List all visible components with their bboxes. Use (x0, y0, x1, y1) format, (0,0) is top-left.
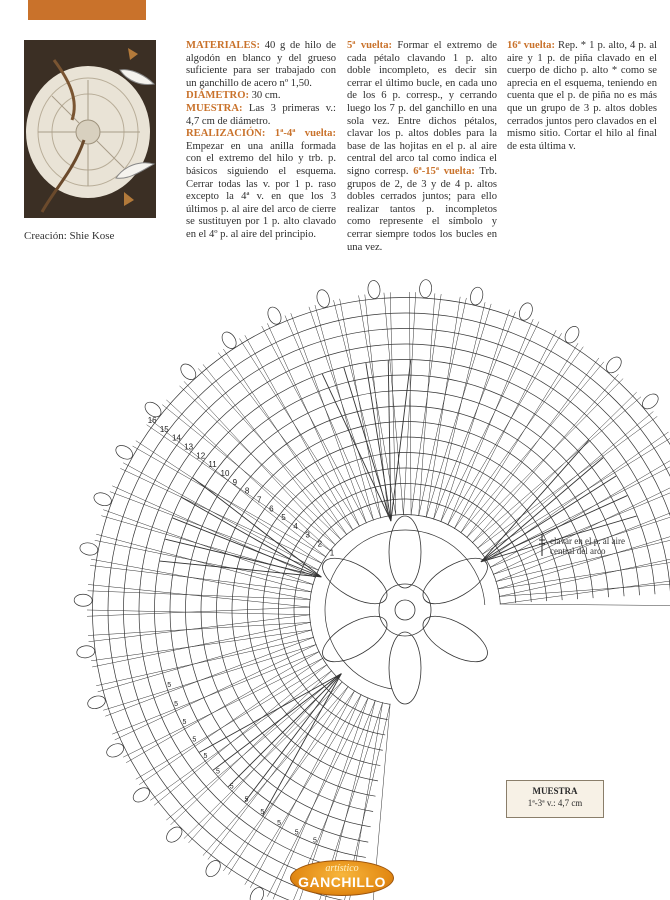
edge-picot (86, 694, 107, 711)
edge-picot (178, 361, 199, 382)
mesh-line (499, 580, 670, 596)
mesh-line (419, 293, 435, 516)
round-number-label: 6 (269, 504, 274, 514)
center-core (395, 600, 415, 620)
materiales-text: 40 g de hilo de algodón en blanco y del grueso suficiente para ser trabajado con un ganchillo de acero nº 1,50. (186, 40, 336, 89)
flower-petal (316, 549, 394, 613)
annotation-line-2: central del arco (550, 546, 606, 556)
mesh-line (87, 607, 310, 616)
flower-petal (416, 549, 494, 613)
round-number-label: 11 (208, 460, 217, 470)
mesh-line (120, 468, 322, 563)
edge-picot (315, 288, 331, 308)
mesh-line (136, 441, 322, 564)
logo-small-text: artístico (325, 863, 359, 874)
round-number-label: 15 (159, 424, 169, 434)
edge-round-label: 5 (277, 819, 282, 827)
edge-picot (74, 594, 92, 607)
flower-petal (316, 607, 394, 671)
mesh-line (189, 676, 337, 843)
flower-petal (389, 632, 421, 704)
edge-round-label: 5 (174, 700, 179, 708)
round-number-label: 8 (244, 486, 250, 496)
mesh-line (448, 333, 562, 525)
instructions-column-2 (347, 40, 497, 254)
round-arc (325, 530, 485, 689)
edge-round-label: 5 (244, 796, 249, 804)
edge-picot (113, 443, 135, 462)
mesh-line (441, 310, 510, 522)
muestra-box-title: MUESTRA (532, 786, 578, 796)
mesh-line (291, 313, 367, 523)
round-arc (201, 406, 609, 811)
round-number-label: 4 (293, 521, 298, 531)
chart-annotation (550, 536, 625, 556)
leaf-rib (213, 674, 341, 771)
mesh-line (115, 644, 317, 739)
round-number-label: 16 (147, 416, 157, 426)
mesh-line (96, 534, 312, 592)
edge-picot (203, 858, 223, 880)
mesh-line (123, 463, 319, 571)
mesh-line (461, 343, 578, 533)
mesh-line (493, 476, 670, 574)
edge-picot (562, 324, 582, 346)
mesh-line (88, 591, 311, 600)
mesh-line (228, 686, 348, 874)
realizacion-text: Empezar en una anilla formada con el extremo del hilo y trb. p. básicos siguiendo el esquema. Cerrar todas las v. por 1 p. raso excepto la 4ª v. en que los 3 últimos p. al aire del arco de cierre se sustituyen por 1 p. alto clavado en el 4º p. al aire del principio. (186, 140, 336, 240)
edge-picot (603, 354, 624, 375)
round-number-label: 2 (317, 539, 323, 549)
round-number-label: 7 (256, 495, 262, 505)
round-number-label: 10 (220, 468, 230, 478)
edge-round-label: 5 (203, 753, 208, 761)
round-number-label: 13 (184, 442, 194, 452)
round-number-label: 14 (172, 433, 181, 443)
round-number-label: 12 (196, 451, 206, 461)
mesh-line (87, 610, 310, 615)
mesh-line (218, 353, 353, 531)
mesh-line (150, 671, 332, 801)
edge-picot (76, 645, 95, 659)
round-arc (263, 468, 547, 750)
mesh-line (500, 574, 670, 604)
round-number-label: 5 (281, 513, 286, 523)
muestra-text: Las 3 primeras v.: 4,7 cm de diámetro. (186, 102, 336, 127)
mesh-line (245, 694, 362, 884)
round-number-label: 9 (232, 477, 238, 487)
edge-round-label: 5 (182, 719, 187, 727)
header-accent-tab (28, 0, 146, 20)
mesh-line (390, 292, 396, 515)
vuelta5-text: Formar el extremo de cada pétalo clavando 1 p. alto doble incompleto, es decir sin cerrar el último bucle, en cada uno de los 6 p. corresp., y cerrando luego los 7 p. del ganchillo en una sola vez. Entre dichos pétalos, clavar los p. altos dobles para la base de las hojitas en el p. al aire central del arco tal como indica el signo corresp. (347, 40, 498, 177)
edge-picot (131, 785, 153, 805)
round-number-label: 3 (305, 530, 310, 540)
mesh-line (334, 300, 389, 516)
vuelta16-label: 16ª vuelta: (507, 40, 555, 51)
vuelta6-label: 6ª-15ª vuelta: (413, 165, 475, 177)
doily-photo (24, 40, 156, 218)
mesh-line (98, 630, 312, 692)
round-arc (170, 375, 640, 845)
mesh-line (433, 302, 485, 519)
flower-petal (416, 607, 494, 671)
round-number-label: 1 (329, 548, 335, 558)
edge-picot (469, 286, 485, 306)
edge-round-label: 5 (294, 829, 299, 837)
muestra-box-value: 1ª-3ª v.: 4,7 cm (527, 798, 583, 808)
muestra-label: MUESTRA: (186, 102, 243, 114)
mesh-line (88, 622, 311, 635)
credit-text: Creación: Shie Kose (24, 230, 115, 242)
edge-round-label: 5 (260, 808, 265, 816)
edge-round-label: 5 (167, 682, 172, 690)
mesh-line (126, 651, 319, 762)
leaf-rib (228, 674, 341, 787)
edge-picot (92, 490, 113, 507)
instructions-column-1 (186, 40, 336, 242)
mesh-line (454, 330, 556, 529)
mesh-line (92, 622, 311, 667)
edge-picot (164, 824, 185, 845)
edge-picot (79, 541, 99, 556)
mesh-line (498, 555, 670, 589)
materiales-label: MATERIALES: (186, 40, 260, 51)
leaf-rib (245, 674, 342, 802)
realizacion-label: REALIZACIÓN: 1ª-4ª vuelta: (186, 128, 336, 140)
instructions-column-3 (507, 40, 657, 153)
vuelta6-text: Trb. grupos de 2, de 3 y de 4 p. altos dobles cerrados juntos; para ello realizar tantos p. incompletos como represente el símbolo y cerrar siempre todos los bucles en una vez. (347, 165, 497, 253)
mesh-line (498, 524, 670, 589)
mesh-line (384, 293, 404, 515)
flower-petal (389, 516, 421, 588)
vuelta16-text: Rep. * 1 p. alto, 4 p. al aire y 1 p. de piña clavado en el cuerpo de dicho p. alto * como se aprecia en el esquema, teniendo en cuenta que el p. de piña no es más que un grupo de 3 p. altos dobles cerrados juntos pero clavados en el mismo sitio. Cortar el hilo al final de esta última v. (507, 40, 657, 152)
magazine-logo (290, 860, 394, 896)
doily-photo-illustration (24, 40, 156, 218)
round-arc (248, 453, 563, 766)
mesh-line (315, 305, 374, 520)
diametro-text: 30 cm. (248, 90, 281, 102)
mesh-line (500, 604, 670, 606)
mesh-line (220, 349, 347, 535)
edge-round-label: 5 (216, 768, 220, 776)
stitch-symbol-icon (538, 534, 546, 556)
edge-picot (419, 279, 432, 298)
edge-picot (219, 329, 239, 351)
edge-round-label: 5 (192, 736, 197, 744)
edge-picot (640, 391, 661, 412)
vuelta5-label: 5ª vuelta: (347, 40, 393, 51)
mesh-line (89, 615, 311, 642)
leaf-rib (388, 361, 391, 522)
annotation-line-1: clavar en el p. al aire (550, 536, 625, 546)
mesh-line (136, 665, 327, 780)
round-arc (279, 484, 532, 735)
edge-round-label: 5 (229, 783, 234, 791)
mesh-line (499, 549, 670, 596)
edge-picot (367, 280, 381, 299)
round-arc (186, 391, 625, 827)
logo-big-text: GANCHILLO (298, 874, 386, 890)
diametro-label: DIÁMETRO: (186, 90, 249, 102)
round-arc (294, 499, 516, 720)
edge-round-label: 5 (312, 837, 317, 845)
muestra-box (506, 780, 604, 818)
